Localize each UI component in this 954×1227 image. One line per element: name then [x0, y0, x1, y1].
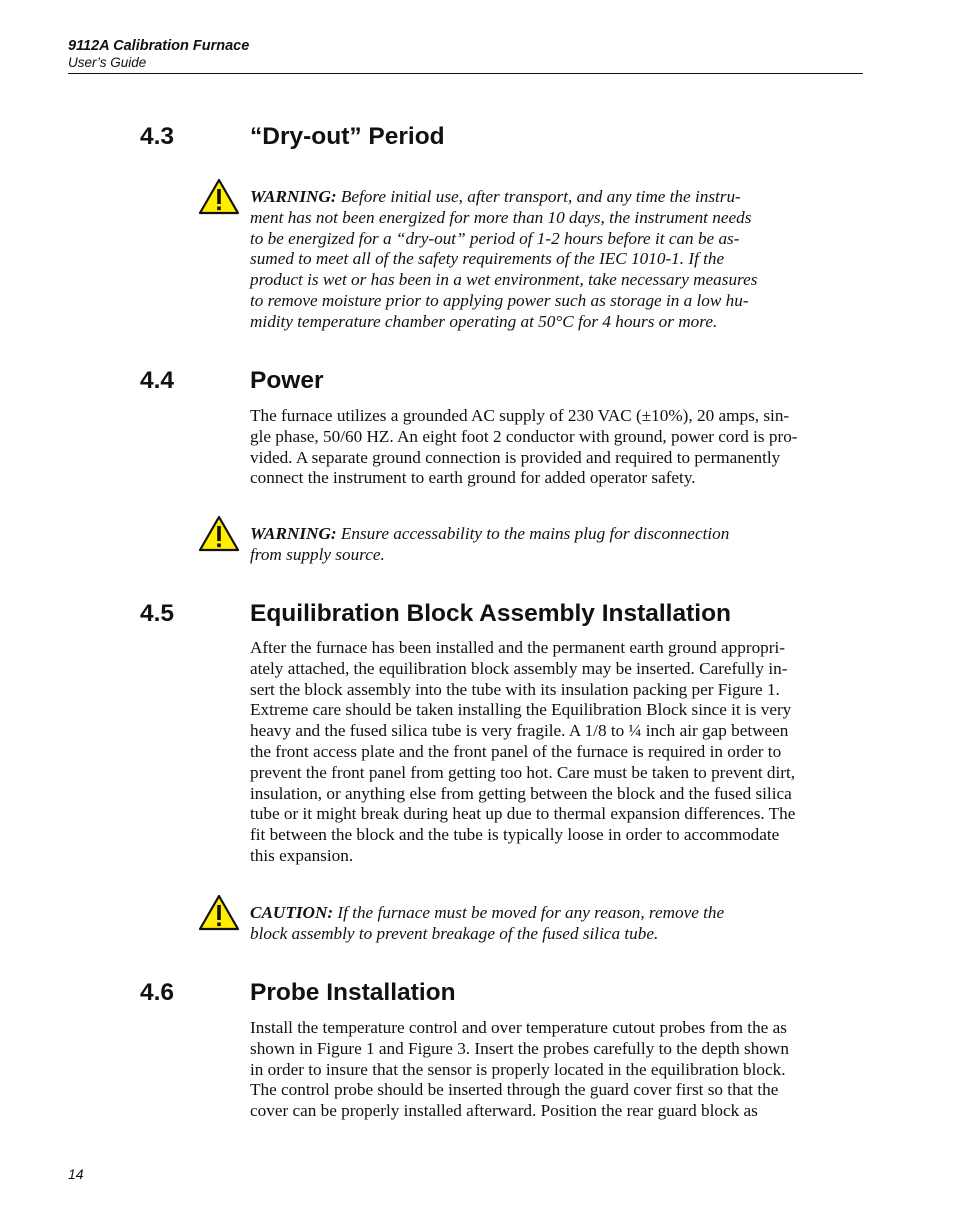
warning-line: product is wet or has been in a wet environment, take necessary measures [250, 270, 758, 290]
warning-icon [198, 894, 240, 932]
section-4-3-heading [140, 122, 870, 152]
paragraph-line: prevent the front panel from getting too hot. Care must be taken to prevent dirt, [250, 762, 796, 782]
power-paragraph [250, 406, 862, 489]
warning-line: midity temperature chamber operating at 50°C for 4 hours or more. [250, 311, 718, 331]
paragraph-line: Extreme care should be taken installing the Equilibration Block since it is very [250, 700, 792, 720]
paragraph-line: cover can be properly installed afterward. Position the rear guard block as [250, 1101, 758, 1121]
section-title: Power [250, 367, 324, 394]
caution-label: CAUTION: [250, 903, 334, 922]
section-number: 4.6 [140, 979, 175, 1006]
section-4-4-heading [140, 366, 870, 396]
paragraph-line: connect the instrument to earth ground for added operator safety. [250, 468, 696, 488]
paragraph-line: Install the temperature control and over temperature cutout probes from the as [250, 1018, 787, 1037]
section-number: 4.4 [140, 367, 175, 394]
paragraph-line: tube or it might break during heat up due to thermal expansion differences. The [250, 804, 796, 824]
section-number: 4.3 [140, 123, 175, 150]
paragraph-line: ately attached, the equilibration block assembly may be inserted. Carefully in- [250, 658, 788, 678]
paragraph-line: sert the block assembly into the tube with its insulation packing per Figure 1. [250, 679, 780, 699]
warning-line: sumed to meet all of the safety requirements of the IEC 1010-1. If the [250, 249, 725, 269]
paragraph-line: the front access plate and the front panel of the furnace is required in order to [250, 741, 782, 761]
manual-subtitle: User’s Guide [68, 55, 147, 70]
caution-line: block assembly to prevent breakage of the fused silica tube. [250, 923, 659, 943]
warning-text [250, 524, 835, 566]
caution-text [250, 903, 835, 945]
paragraph-line: fit between the block and the tube is typically loose in order to accommodate [250, 825, 780, 845]
section-title: Equilibration Block Assembly Installation [250, 600, 732, 627]
warning-line: ment has not been energized for more than 10 days, the instrument needs [250, 207, 752, 227]
equilibration-paragraph [250, 638, 862, 867]
paragraph-line: The control probe should be inserted through the guard cover first so that the [250, 1080, 779, 1100]
section-number: 4.5 [140, 600, 175, 627]
manual-title: 9112A Calibration Furnace [68, 38, 250, 54]
warning-label: WARNING: [250, 187, 337, 206]
paragraph-line: in order to insure that the sensor is properly located in the equilibration block. [250, 1059, 786, 1079]
page-number: 14 [68, 1166, 84, 1182]
paragraph-line: shown in Figure 1 and Figure 3. Insert the probes carefully to the depth shown [250, 1038, 789, 1058]
paragraph-line: this expansion. [250, 845, 354, 865]
warning-line: to be energized for a “dry-out” period of 1-2 hours before it can be as- [250, 228, 740, 248]
paragraph-line: heavy and the fused silica tube is very fragile. A 1/8 to ¼ inch air gap between [250, 721, 789, 741]
warning-label: WARNING: [250, 524, 337, 543]
section-4-5-heading [140, 599, 870, 629]
caution-line: If the furnace must be moved for any reason, remove the [333, 903, 725, 922]
warning-icon [198, 178, 240, 216]
section-title: Probe Installation [250, 979, 456, 1006]
warning-line: to remove moisture prior to applying power such as storage in a low hu- [250, 290, 749, 310]
header-rule [68, 73, 863, 74]
paragraph-line: The furnace utilizes a grounded AC supply of 230 VAC (±10%), 20 amps, sin- [250, 406, 790, 425]
probe-paragraph [250, 1018, 862, 1122]
section-4-6-heading [140, 978, 870, 1008]
warning-text [250, 187, 835, 333]
warning-line: Ensure accessability to the mains plug for disconnection [336, 524, 730, 543]
warning-line: from supply source. [250, 544, 385, 564]
paragraph-line: gle phase, 50/60 HZ. An eight foot 2 conductor with ground, power cord is pro- [250, 426, 798, 446]
running-header [68, 38, 863, 71]
paragraph-line: insulation, or anything else from getting between the block and the fused silica [250, 783, 792, 803]
paragraph-line: vided. A separate ground connection is provided and required to permanently [250, 447, 781, 467]
warning-line: Before initial use, after transport, and any time the instru- [336, 187, 741, 206]
paragraph-line: After the furnace has been installed and the permanent earth ground appropri- [250, 638, 785, 657]
warning-icon [198, 515, 240, 553]
section-title: “Dry-out” Period [250, 123, 445, 150]
